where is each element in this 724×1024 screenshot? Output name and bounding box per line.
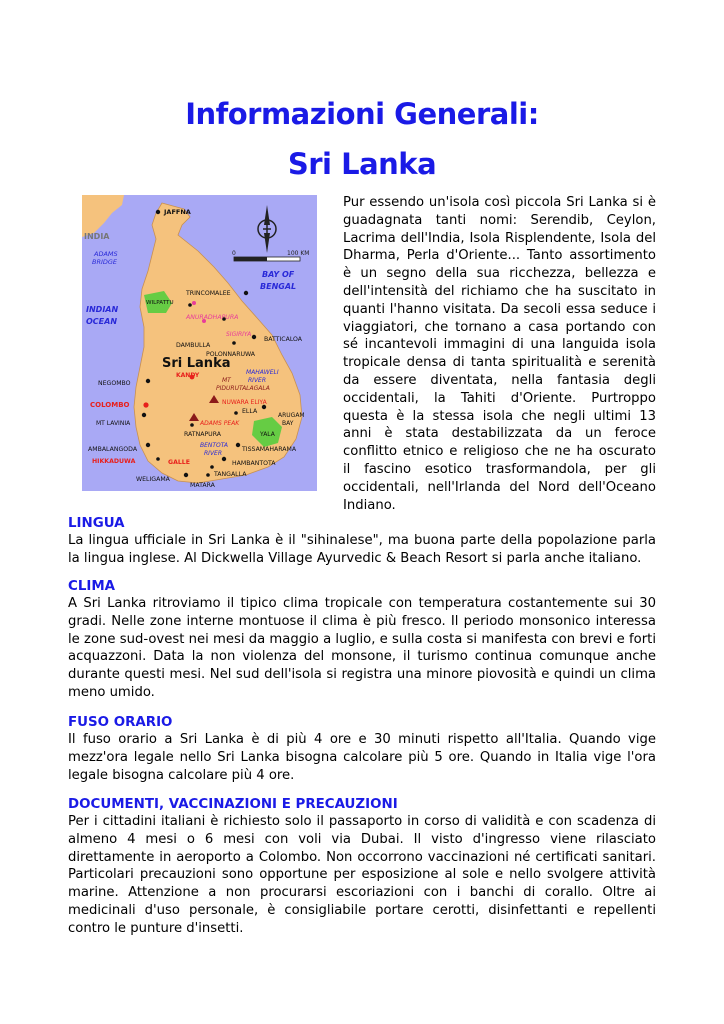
map-label-indian: INDIAN	[86, 305, 119, 314]
map-label-colombo: COLOMBO	[90, 401, 130, 409]
section-text-lingua: La lingua ufficiale in Sri Lanka è il "sihinalese", ma buona parte della popolazione parla la lingua inglese. Al Dickwella Village Ayurvedic & Beach Resort si parla anche italiano.	[68, 533, 656, 566]
section-heading-clima: CLIMA	[68, 579, 116, 594]
map-label-hikkaduwa: HIKKADUWA	[92, 458, 136, 465]
map-label-bengal: BENGAL	[260, 282, 297, 291]
section-lingua	[68, 515, 656, 568]
scale-label-0: 0	[232, 250, 236, 257]
map-label-arugam-bay: BAY	[282, 420, 294, 427]
map-label-bay-of: BAY OF	[262, 270, 295, 279]
map-label-ocean: OCEAN	[86, 317, 118, 326]
section-text-fuso-orario: Il fuso orario a Sri Lanka è di più 4 ore e 30 minuti rispetto all'Italia. Quando vige mezz'ora legale nello Sri Lanka bisogna calcolare più 5 ore. Quando in Italia vige l'ora legale bisogna calcolare più 4 ore.	[68, 732, 656, 783]
section-documenti	[68, 796, 656, 938]
map-label-kandy: KANDY	[176, 372, 200, 379]
scale-bar	[234, 257, 300, 261]
map-label-yala: YALA	[260, 431, 275, 438]
map-label-sigiriya: SIGIRIYA	[226, 331, 252, 338]
map-label-adams: ADAMS	[94, 250, 118, 258]
map-label-mahaweli-river: RIVER	[248, 377, 267, 384]
map-label-polonnaruwa: POLONNARUWA	[206, 351, 256, 358]
map-label-trincomalee: TRINCOMALEE	[186, 290, 231, 297]
map-label-wilpattu: WILPATTU	[146, 300, 174, 306]
section-clima	[68, 578, 656, 702]
map-label-mt-lavinia: MT LAVINIA	[96, 420, 131, 427]
map-label-arugam: ARUGAM	[278, 412, 305, 419]
map-label-negombo: NEGOMBO	[98, 380, 131, 387]
map-label-galle: GALLE	[168, 459, 190, 466]
scale-label-100: 100 KM	[287, 250, 310, 257]
map-label-bentota-river: RIVER	[204, 450, 223, 457]
map-label-hambantota: HAMBANTOTA	[232, 460, 276, 467]
intro-paragraph: Pur essendo un'isola così piccola Sri Lanka si è guadagnata tanti nomi: Serendib, Ceylon, Lacrima dell'India, Isola Risplendente, Isola del Dharma, Perla d'Oriente... Tanto assortimento è un segno della sua ricchezza, bellezza e dell'intensità del richiamo che ha suscitato in quanti l'hanno visitata. Da secoli essa seduce i viaggiatori, che tornano a casa portando con sé incantevoli immagini di una languida isola tropicale densa di tanta spiritualità e serenità da essere diventata, nella fantasia degli occidentali, la Tahiti d'Oriente. Purtroppo questa è la stessa isola che negli ultimi 13 anni è stata destabilizzata da un feroce conflitto etnico e religioso che ne ha oscurato il fascino esotico trasformandola, per gli occidentali, nell'Irlanda del Nord dell'Oceano Indiano.	[343, 195, 656, 513]
section-heading-documenti: DOCUMENTI, VACCINAZIONI E PRECAUZIONI	[68, 797, 398, 812]
section-heading-lingua: LINGUA	[68, 516, 125, 531]
map-label-adams-peak: ADAMS PEAK	[200, 420, 240, 427]
map-label-ella: ELLA	[242, 408, 258, 415]
map-label-matara: MATARA	[190, 482, 215, 489]
map-label-tissamaharama: TISSAMAHARAMA	[242, 446, 297, 453]
map-label-mahaweli: MAHAWELI	[246, 369, 279, 376]
section-fuso-orario	[68, 714, 656, 784]
map-label-tangalla: TANGALLA	[214, 471, 247, 478]
map-label-nuwara-eliya: NUWARA ELIYA	[222, 399, 267, 406]
section-text-clima: A Sri Lanka ritroviamo il tipico clima tropicale con temperatura costantemente sui 30 gradi. Nelle zone interne montuose il clima è più fresco. Il periodo monsonico interessa le zone sud-ovest nei mesi da maggio a luglio, e sulla costa si manifesta con brevi e forti acquazzoni. Data la non violenza del monsone, il turismo continua comunque anche durante questi mesi. Nel sud dell'isola si registra una minore piovosità e quindi un clima meno umido.	[68, 596, 656, 700]
map-label-india: INDIA	[84, 232, 110, 241]
map-label-dambulla: DAMBULLA	[176, 342, 211, 349]
map-label-bridge: BRIDGE	[92, 258, 118, 266]
page-subtitle: Sri Lanka	[287, 147, 437, 181]
page-title: Informazioni Generali:	[185, 97, 539, 131]
map-label-anuradhapura: ANURADHAPURA	[186, 314, 239, 321]
map-label-batticaloa: BATTICALOA	[264, 336, 303, 343]
sri-lanka-map	[82, 195, 317, 491]
map-label-weligama: WELIGAMA	[136, 476, 170, 483]
map-label-ratnapura: RATNAPURA	[184, 431, 221, 438]
section-text-documenti: Per i cittadini italiani è richiesto solo il passaporto in corso di validità e con scadenza di almeno 4 mesi o 6 mesi con voli via Dubai. Il visto d'ingresso viene rilasciato direttamente in aeroporto a Colombo. Non occorrono vaccinazioni né certificati sanitari. Particolari precauzioni sono opportune per esposizione al sole e nello svolgere attività marine. Attenzione a non procurarsi escoriazioni con i banchi di corallo. Oltre ai medicinali d'uso personale, è consigliabile portare cerotti, disinfettanti e repellenti contro le punture d'insetti.	[68, 814, 656, 936]
map-label-pidurutalagala: PIDURUTALAGALA	[216, 385, 270, 392]
map-label-country: Sri Lanka	[162, 356, 231, 371]
map-label-ambalangoda: AMBALANGODA	[88, 446, 138, 453]
section-heading-fuso-orario: FUSO ORARIO	[68, 715, 173, 730]
map-label-bentota: BENTOTA	[200, 442, 229, 449]
map-label-mt: MT	[222, 377, 231, 384]
map-label-jaffna: JAFFNA	[164, 208, 191, 216]
